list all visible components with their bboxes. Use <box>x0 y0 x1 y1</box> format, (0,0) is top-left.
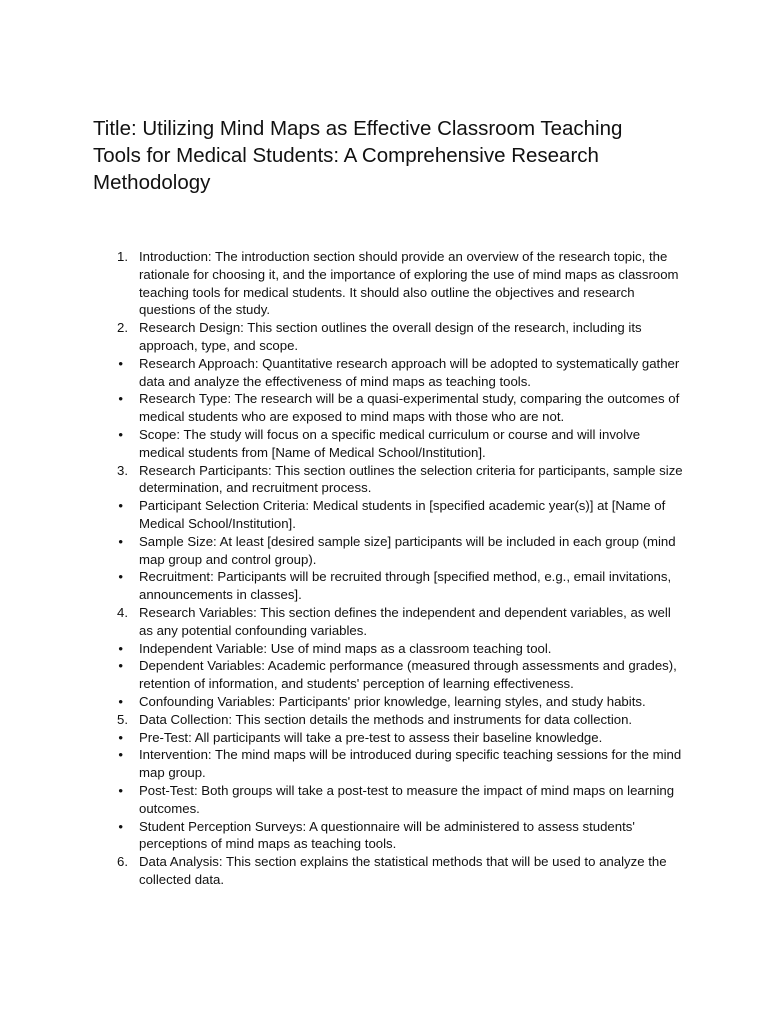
list-item <box>93 390 683 426</box>
list-marker: 4. <box>117 604 128 620</box>
list-marker: 6. <box>117 854 128 870</box>
list-item-text: Intervention: The mind maps will be introduced during specific teaching sessions for the mind map group. <box>139 747 682 781</box>
bullet-marker: • <box>118 818 123 834</box>
list-marker: 5. <box>117 711 128 727</box>
list-item <box>93 319 683 355</box>
bullet-marker: • <box>118 640 123 656</box>
bullet-marker: • <box>118 498 123 514</box>
bullet-marker: • <box>118 355 123 371</box>
list-item-text: Research Approach: Quantitative research approach will be adopted to systematically gather data and analyze the effectiveness of mind maps as teaching tools. <box>139 355 680 389</box>
list-item-text: Research Type: The research will be a quasi-experimental study, comparing the outcomes of medical students who are exposed to mind maps with those who are not. <box>139 391 680 425</box>
bullet-marker: • <box>118 693 123 709</box>
document-title: Title: Utilizing Mind Maps as Effective Classroom Teaching Tools for Medical Students: A Comprehensive Research Methodology <box>93 117 623 194</box>
list-item-text: Student Perception Surveys: A questionnaire will be administered to assess students' perceptions of mind maps as teaching tools. <box>139 818 635 852</box>
list-item <box>93 693 683 711</box>
list-marker: 2. <box>117 320 128 336</box>
list-item <box>93 426 683 462</box>
list-item-text: Confounding Variables: Participants' prior knowledge, learning styles, and study habits. <box>139 693 646 709</box>
list-item-text: Introduction: The introduction section should provide an overview of the research topic, the rationale for choosing it, and the importance of exploring the use of mind maps as classroom teaching tools for medical students. It should also outline the objectives and research questions of the study. <box>139 249 679 318</box>
list-item-text: Data Collection: This section details the methods and instruments for data collection. <box>139 711 633 727</box>
list-item <box>93 640 683 658</box>
list-item-text: Participant Selection Criteria: Medical students in [specified academic year(s)] at [Name of Medical School/Institution]. <box>139 498 666 531</box>
list-item <box>93 462 683 498</box>
list-item <box>93 711 683 729</box>
list-marker: 1. <box>117 249 128 264</box>
list-item-text: Dependent Variables: Academic performance (measured through assessments and grades), retention of information, and students' perception of learning effectiveness. <box>139 658 677 692</box>
list-item <box>93 248 683 319</box>
list-item <box>93 355 683 391</box>
list-item <box>93 818 683 854</box>
bullet-marker: • <box>118 569 123 585</box>
list-item <box>93 568 683 604</box>
list-item-text: Scope: The study will focus on a specific medical curriculum or course and will involve medical students from [Name of Medical School/Institution]. <box>139 426 641 460</box>
list-item <box>93 497 683 533</box>
list-item-text: Research Participants: This section outlines the selection criteria for participants, sample size determination, and recruitment process. <box>139 462 683 496</box>
list-item-text: Recruitment: Participants will be recruited through [specified method, e.g., email invitations, announcements in classes]. <box>139 569 672 603</box>
list-item-text: Sample Size: At least [desired sample size] participants will be included in each group (mind map group and control group). <box>139 533 676 567</box>
bullet-marker: • <box>118 747 123 763</box>
list-item <box>93 746 683 782</box>
list-item-text: Research Variables: This section defines the independent and dependent variables, as well as any potential confounding variables. <box>139 604 671 638</box>
list-item <box>93 853 683 889</box>
list-item <box>93 782 683 818</box>
list-item-text: Independent Variable: Use of mind maps as a classroom teaching tool. <box>139 640 552 656</box>
list-item <box>93 657 683 693</box>
list-item <box>93 533 683 569</box>
list-marker: 3. <box>117 462 128 478</box>
bullet-marker: • <box>118 426 123 442</box>
list-item <box>93 604 683 640</box>
bullet-marker: • <box>118 782 123 798</box>
list-item-text: Post-Test: Both groups will take a post-test to measure the impact of mind maps on learning outcomes. <box>139 782 675 816</box>
bullet-marker: • <box>118 658 123 674</box>
list-item-text: Pre-Test: All participants will take a pre-test to assess their baseline knowledge. <box>139 729 603 745</box>
methodology-list <box>93 248 683 889</box>
list-item <box>93 729 683 747</box>
bullet-marker: • <box>118 729 123 745</box>
list-item-text: Data Analysis: This section explains the statistical methods that will be used to analyze the collected data. <box>139 854 667 887</box>
list-item-text: Research Design: This section outlines the overall design of the research, including its approach, type, and scope. <box>139 320 642 353</box>
bullet-marker: • <box>118 533 123 549</box>
bullet-marker: • <box>118 391 123 407</box>
